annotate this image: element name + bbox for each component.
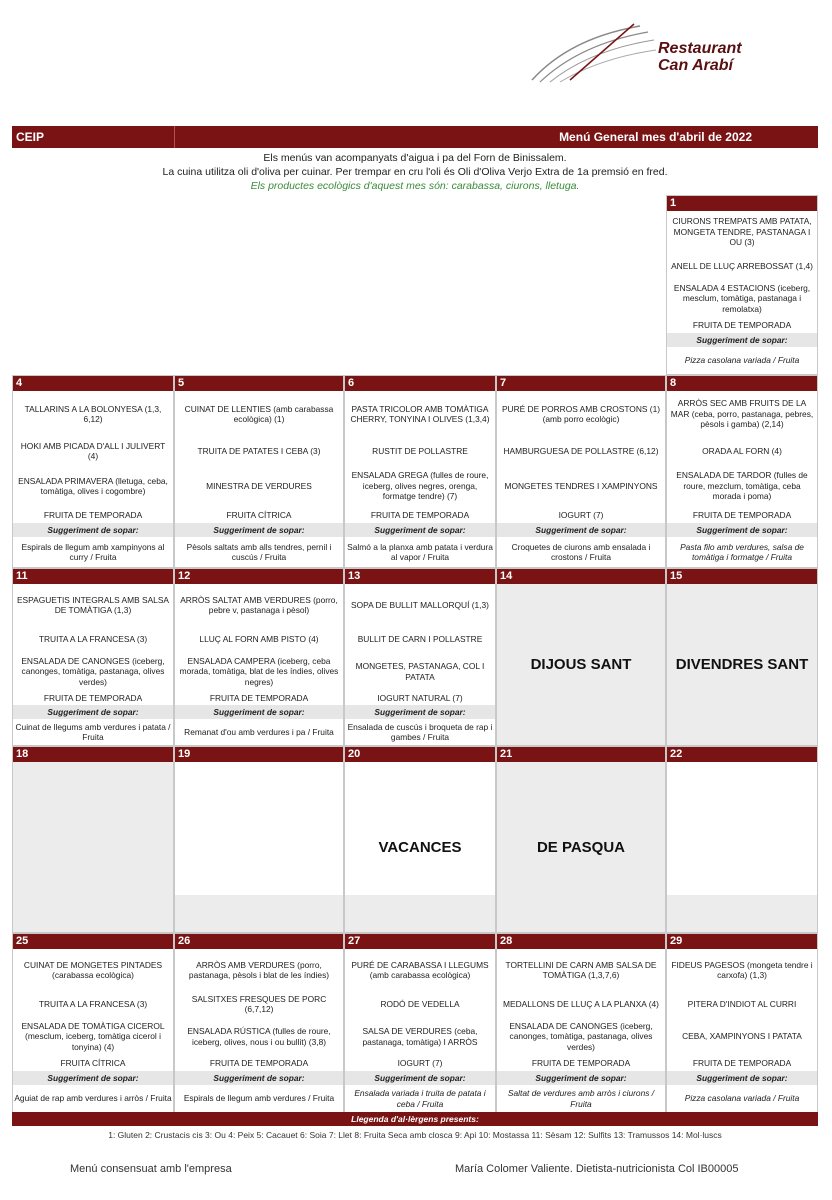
day-cell-13	[344, 568, 496, 746]
dinner-suggestion: Salmó a la planxa amb patata i verdura al vapor / Fruita	[347, 541, 493, 562]
dish-second-course: ORADA AL FORN (4)	[702, 445, 782, 456]
dish-dessert: FRUITA DE TEMPORADA	[531, 1058, 631, 1069]
day-cell-1	[666, 195, 818, 375]
intro-eco-products: Els productes ecològics d'aquest mes són: carabassa, ciurons, lletuga.	[250, 180, 580, 192]
holiday-area	[667, 584, 817, 745]
dish-dessert: FRUITA DE TEMPORADA	[692, 509, 792, 520]
dish-second-course: HOKI AMB PICADA D'ALL I JULIVERT (4)	[20, 440, 166, 461]
dish-dessert: FRUITA CÍTRICA	[60, 1058, 126, 1069]
title-divider	[174, 126, 175, 148]
dinner-suggestion: Saltat de verdures amb arròs i ciurons / Fruita	[507, 1088, 655, 1109]
dish-second-course: TRUITA A LA FRANCESA (3)	[38, 998, 148, 1009]
day-number: 27	[345, 934, 495, 949]
day-cell-12	[174, 568, 344, 746]
day-cell-11	[12, 568, 174, 746]
holiday-label: DIJOUS SANT	[530, 656, 632, 673]
dinner-suggestion-label: Suggeriment de sopar:	[13, 1071, 173, 1085]
day-number: 29	[667, 934, 817, 949]
logo-swoosh-icon	[530, 18, 660, 88]
day-number: 18	[13, 747, 173, 762]
holiday-area	[13, 762, 173, 932]
holiday-area	[175, 762, 343, 932]
dinner-suggestion-label: Suggeriment de sopar:	[13, 705, 173, 719]
dinner-suggestion-label: Suggeriment de sopar:	[345, 1071, 495, 1085]
dish-dessert: FRUITA DE TEMPORADA	[43, 692, 143, 703]
dinner-suggestion-label: Suggeriment de sopar:	[13, 523, 173, 537]
day-cell-6	[344, 375, 496, 568]
dish-second-course: MEDALLONS DE LLUÇ A LA PLANXA (4)	[503, 998, 659, 1009]
dish-dessert: FRUITA DE TEMPORADA	[43, 509, 143, 520]
day-number: 13	[345, 569, 495, 584]
day-cell-21	[496, 746, 666, 933]
day-number: 22	[667, 747, 817, 762]
dish-second-course: TRUITA A LA FRANCESA (3)	[38, 633, 148, 644]
dish-side: ENSALADA DE CANONGES (iceberg, canonges, tomàtiga, pastanaga, olives verdes)	[21, 655, 165, 687]
dish-dessert: FRUITA DE TEMPORADA	[692, 1058, 792, 1069]
day-cell-5	[174, 375, 344, 568]
dish-dessert: FRUITA DE TEMPORADA	[692, 320, 792, 331]
day-cell-7	[496, 375, 666, 568]
dinner-suggestion-label: Suggeriment de sopar:	[345, 705, 495, 719]
dinner-suggestion-label: Suggeriment de sopar:	[497, 523, 665, 537]
dish-side: ENSALADA 4 ESTACIONS (iceberg, mesclum, tomàtiga, pastanaga i remolatxa)	[673, 282, 811, 314]
dish-dessert: FRUITA DE TEMPORADA	[209, 692, 309, 703]
dish-first-course: TORTELLINI DE CARN AMB SALSA DE TOMÀTIGA (1,3,7,6)	[505, 959, 657, 980]
holiday-label: VACANCES	[378, 838, 462, 856]
dish-dessert: IOGURT (7)	[558, 509, 604, 520]
holiday-label: DIVENDRES SANT	[675, 656, 809, 673]
day-cell-8	[666, 375, 818, 568]
day-cell-26	[174, 933, 344, 1113]
dish-second-course: BULLIT DE CARN I POLLASTRE	[357, 633, 483, 644]
holiday-area	[497, 584, 665, 745]
dish-dessert: IOGURT NATURAL (7)	[377, 692, 463, 703]
title-bar	[12, 126, 818, 148]
allergen-legend: 1: Gluten 2: Crustacis cis 3: Ou 4: Peix 5: Cacauet 6: Soia 7: Llet 8: Fruita Seca amb closca 9: Api 10: Mostassa 11: Sèsam 12: Sulfits 13: Tramussos 14: Mol·luscs	[108, 1130, 722, 1140]
dish-first-course: CIURONS TREMPATS AMB PATATA, MONGETA TENDRE, PASTANAGA I OU (3)	[672, 216, 812, 248]
dinner-suggestion: Espirals de llegum amb xampinyons al curry / Fruita	[21, 541, 165, 562]
day-number: 12	[175, 569, 343, 584]
dish-side: ENSALADA DE TARDOR (fulles de roure, mezclum, tomàtiga, ceba morada i poma)	[676, 470, 808, 502]
footer-dietitian: María Colomer Valiente. Dietista-nutricionista Col IB00005	[455, 1163, 739, 1175]
day-cell-15	[666, 568, 818, 746]
day-cell-29	[666, 933, 818, 1113]
dinner-suggestion: Ensalada variada i truita de patata i ceba / Fruita	[354, 1088, 486, 1109]
footer-company: Menú consensuat amb l'empresa	[70, 1163, 232, 1175]
day-number: 14	[497, 569, 665, 584]
dinner-suggestion: Croquetes de ciurons amb ensalada i crostons / Fruita	[511, 541, 651, 562]
dish-first-course: PURÉ DE CARABASSA I LLEGUMS (amb carabassa ecològica)	[351, 959, 489, 980]
intro-line2: La cuina utilitza oli d'oliva per cuinar. Per trempar en cru l'oli és Oli d'Oliva Verjo Extra de 1a premsió en fred.	[162, 166, 668, 178]
dish-first-course: ARRÒS SALTAT AMB VERDURES (porro, pebre v, pastanaga i pèsol)	[180, 594, 338, 615]
day-number: 8	[667, 376, 817, 391]
dish-second-course: RUSTIT DE POLLASTRE	[372, 445, 468, 456]
day-number: 7	[497, 376, 665, 391]
dish-side: MINESTRA DE VERDURES	[206, 480, 312, 491]
logo-line1: Restaurant	[658, 40, 742, 57]
school-label: CEIP	[16, 130, 45, 144]
dish-first-course: CUINAT DE MONGETES PINTADES (carabassa ecològica)	[23, 959, 163, 980]
dish-dessert: FRUITA DE TEMPORADA	[370, 509, 470, 520]
day-number: 5	[175, 376, 343, 391]
dinner-suggestion: Aguiat de rap amb verdures i arròs / Fruita	[14, 1093, 172, 1104]
dish-dessert: FRUITA CÍTRICA	[226, 509, 292, 520]
dish-first-course: TALLARINS A LA BOLONYESA (1,3, 6,12)	[24, 403, 162, 424]
dish-side: MONGETES, PASTANAGA, COL I PATATA	[355, 661, 485, 682]
allergen-legend-title: Llegenda d'al·lèrgens presents:	[12, 1112, 818, 1126]
day-cell-18	[12, 746, 174, 933]
day-number: 1	[667, 196, 817, 211]
dish-side: ENSALADA GREGA (fulles de roure, iceberg, olives negres, orenga, formatge tendre) (7)	[351, 470, 489, 502]
day-number: 15	[667, 569, 817, 584]
dish-second-course: SALSITXES FRESQUES DE PORC (6,7,12)	[191, 993, 327, 1014]
menu-title: Menú General mes d'abril de 2022	[559, 130, 752, 144]
day-number: 19	[175, 747, 343, 762]
dinner-suggestion: Pasta filo amb verdures, salsa de tomàtiga i formatge / Fruita	[680, 541, 804, 562]
dish-first-course: PURÉ DE PORROS AMB CROSTONS (1) (amb porro ecològic)	[501, 403, 661, 424]
dish-first-course: ARRÒS SEC AMB FRUITS DE LA MAR (ceba, porro, pastanaga, pebres, pèsols i gamba) (2,14)	[670, 398, 814, 430]
dinner-suggestion-label: Suggeriment de sopar:	[175, 523, 343, 537]
dinner-suggestion: Remanat d'ou amb verdures i pa / Fruita	[184, 726, 334, 737]
dish-first-course: FIDEUS PAGESOS (mongeta tendre i carxofa) (1,3)	[671, 959, 813, 980]
dinner-suggestion-label: Suggeriment de sopar:	[497, 1071, 665, 1085]
intro-notes	[12, 151, 818, 193]
dinner-suggestion: Ensalada de cuscús i broqueta de rap i gambes / Fruita	[347, 721, 493, 742]
dinner-suggestion: Cuinat de llegums amb verdures i patata / Fruita	[15, 721, 171, 742]
holiday-area	[497, 762, 665, 932]
day-number: 4	[13, 376, 173, 391]
dinner-suggestion-label: Suggeriment de sopar:	[175, 1071, 343, 1085]
day-cell-27	[344, 933, 496, 1113]
dinner-suggestion-label: Suggeriment de sopar:	[667, 333, 817, 347]
dish-second-course: RODÓ DE VEDELLA	[380, 998, 460, 1009]
holiday-label: DE PASQUA	[536, 838, 626, 856]
day-number: 26	[175, 934, 343, 949]
logo-line2: Can Arabí	[658, 57, 733, 74]
day-cell-28	[496, 933, 666, 1113]
day-number: 20	[345, 747, 495, 762]
day-number: 11	[13, 569, 173, 584]
dinner-suggestion-label: Suggeriment de sopar:	[667, 523, 817, 537]
dinner-suggestion: Pèsols saltats amb alls tendres, pernil i cuscús / Fruita	[186, 541, 332, 562]
dish-first-course: ESPAGUETIS INTEGRALS AMB SALSA DE TOMÀTIGA (1,3)	[16, 594, 170, 615]
dish-dessert: IOGURT (7)	[397, 1058, 443, 1069]
dish-first-course: SOPA DE BULLIT MALLORQUÍ (1,3)	[351, 599, 489, 610]
restaurant-logo	[530, 18, 790, 98]
day-number: 6	[345, 376, 495, 391]
day-number: 21	[497, 747, 665, 762]
dish-dessert: FRUITA DE TEMPORADA	[209, 1058, 309, 1069]
day-cell-25	[12, 933, 174, 1113]
dish-side: ENSALADA DE CANONGES (iceberg, canonges, tomàtiga, pastanaga, olives verdes)	[509, 1020, 653, 1052]
day-number: 28	[497, 934, 665, 949]
dinner-suggestion: Espirals de llegum amb verdures / Fruita	[183, 1093, 335, 1104]
dish-second-course: LLUÇ AL FORN AMB PISTO (4)	[199, 633, 319, 644]
day-cell-14	[496, 568, 666, 746]
dish-second-course: HAMBURGUESA DE POLLASTRE (6,12)	[503, 445, 659, 456]
dish-side: ENSALADA DE TOMÀTIGA CICEROL (mesclum, iceberg, tomàtiga cicerol i tonyina) (4)	[21, 1020, 165, 1052]
day-cell-19	[174, 746, 344, 933]
dish-first-course: CUINAT DE LLENTIES (amb carabassa ecològica) (1)	[184, 403, 334, 424]
dinner-suggestion: Pizza casolana variada / Fruita	[684, 1093, 800, 1104]
dish-side: MONGETES TENDRES I XAMPINYONS	[504, 480, 658, 491]
holiday-area	[667, 762, 817, 932]
dish-side: CEBA, XAMPINYONS I PATATA	[682, 1031, 802, 1042]
dinner-suggestion-label: Suggeriment de sopar:	[345, 523, 495, 537]
dish-second-course: ANELL DE LLUÇ ARREBOSSAT (1,4)	[671, 260, 813, 271]
dinner-suggestion-label: Suggeriment de sopar:	[175, 705, 343, 719]
dish-side: ENSALADA RÚSTICA (fulles de roure, iceberg, olives, nous i ou bullit) (3,8)	[187, 1026, 331, 1047]
dish-side: SALSA DE VERDURES (ceba, pastanaga, tomàtiga) I ARRÒS	[362, 1026, 478, 1047]
dish-first-course: ARRÒS AMB VERDURES (porro, pastanaga, pèsols i blat de les índies)	[188, 959, 330, 980]
dish-second-course: TRUITA DE PATATES I CEBA (3)	[197, 445, 321, 456]
intro-line1: Els menús van acompanyats d'aigua i pa del Forn de Binissalem.	[263, 152, 567, 164]
dish-first-course: PASTA TRICOLOR AMB TOMÀTIGA CHERRY, TONYINA I OLIVES (1,3,4)	[350, 403, 490, 424]
dish-side: ENSALADA CAMPERA (iceberg, ceba morada, tomàtiga, blat de les índies, olives negres)	[179, 655, 339, 687]
holiday-area	[345, 762, 495, 932]
logo-text	[658, 40, 742, 74]
dinner-suggestion-label: Suggeriment de sopar:	[667, 1071, 817, 1085]
day-cell-4	[12, 375, 174, 568]
dinner-suggestion: Pizza casolana variada / Fruita	[684, 355, 800, 366]
day-cell-20	[344, 746, 496, 933]
day-cell-22	[666, 746, 818, 933]
dish-side: ENSALADA PRIMAVERA (lletuga, ceba, tomàtiga, olives i cogombre)	[18, 475, 168, 496]
dish-second-course: PITERA D'INDIOT AL CURRI	[687, 998, 797, 1009]
day-number: 25	[13, 934, 173, 949]
